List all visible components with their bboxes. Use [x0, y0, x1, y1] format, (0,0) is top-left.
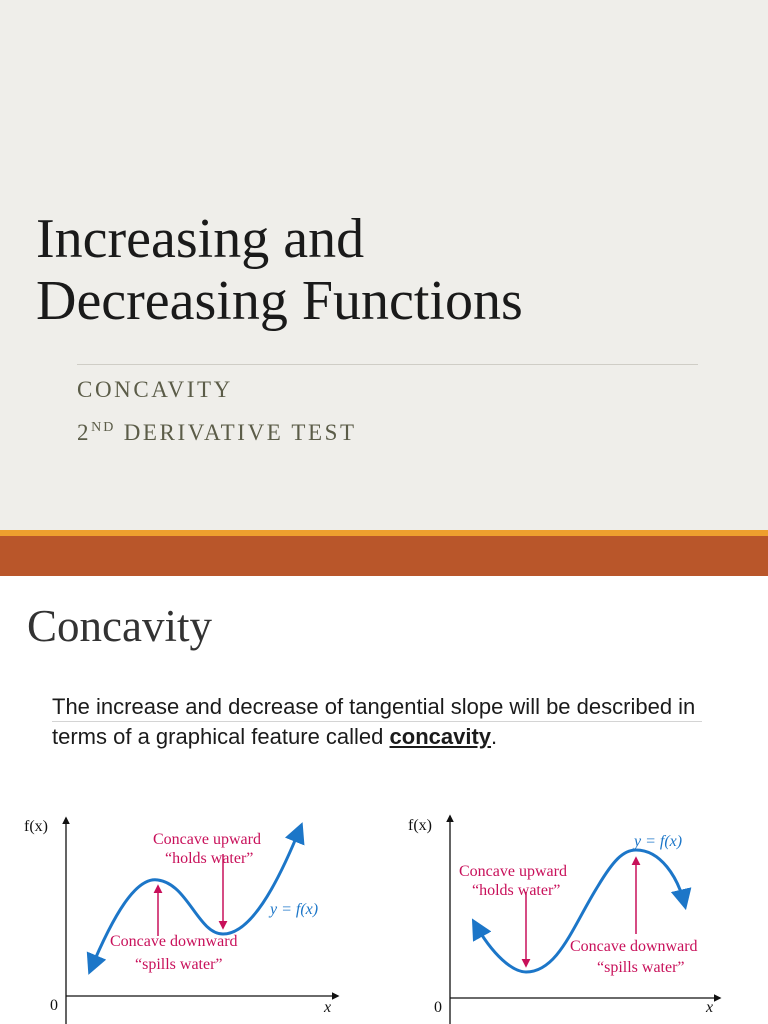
origin-label: 0: [50, 997, 58, 1014]
y-axis-label: f(x): [408, 817, 432, 834]
title-line-2: Decreasing Functions: [36, 270, 523, 332]
spills-water-label: “spills water”: [135, 956, 223, 973]
concave-downward-label: Concave downward: [110, 933, 238, 950]
slide-title: [36, 208, 523, 332]
title-line-1: Increasing and: [36, 208, 365, 270]
concave-upward-label: Concave upward: [459, 863, 567, 880]
header-band: [0, 536, 768, 576]
body-text-end: .: [491, 724, 498, 749]
curve-label: y = f(x): [634, 833, 683, 850]
subtitle-concavity: CONCAVITY: [77, 377, 233, 402]
holds-water-label: “holds water”: [165, 850, 254, 867]
body-text-start: The increase and decrease of tangential slope will be described in terms of a graphical feature called: [52, 694, 696, 749]
title-divider: [77, 364, 698, 365]
curve-label: y = f(x): [270, 901, 319, 918]
concavity-heading: Concavity: [27, 601, 212, 651]
body-paragraph: [52, 692, 742, 752]
subtitle-derivative-test: [77, 420, 357, 446]
concave-upward-label: Concave upward: [153, 831, 261, 848]
subtitle-number: 2: [77, 420, 92, 445]
x-axis-label: x: [706, 999, 714, 1016]
concavity-graph-right: [398, 806, 738, 1024]
holds-water-label: “holds water”: [472, 882, 561, 899]
body-text-keyword: concavity: [389, 724, 492, 749]
y-axis-label: f(x): [24, 818, 48, 835]
concavity-graph-left: [18, 806, 358, 1024]
spills-water-label: “spills water”: [597, 959, 685, 976]
subtitle-rest: DERIVATIVE TEST: [115, 420, 357, 445]
concave-downward-label: Concave downward: [570, 938, 698, 955]
origin-label: 0: [434, 999, 442, 1016]
x-axis-label: x: [324, 999, 332, 1016]
subtitle-superscript: ND: [91, 420, 116, 435]
